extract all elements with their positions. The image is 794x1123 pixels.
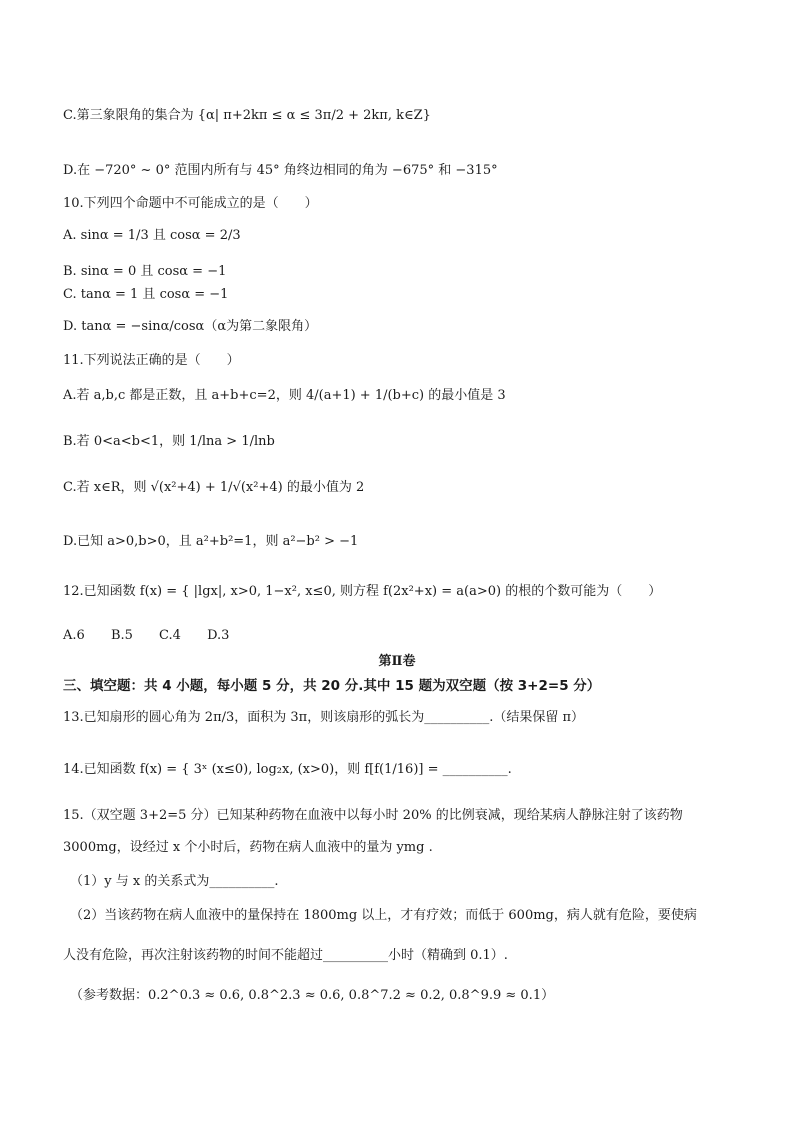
q15-reference-data: （参考数据：0.2^0.3 ≈ 0.6, 0.8^2.3 ≈ 0.6, 0.8^7.2 ≈ 0.2, 0.8^9.9 ≈ 0.1） (70, 988, 555, 1003)
q9-option-d: D.在 −720° ~ 0° 范围内所有与 45° 角终边相同的角为 −675° 和 −315° (63, 163, 498, 178)
q14-stem: 14.已知函数 f(x) = { 3ˣ (x≤0), log₂x, (x>0)，则 f[f(1/16)] = __________. (63, 762, 512, 777)
q10-option-d: D. tanα = −sinα/cosα（α为第二象限角） (63, 319, 318, 334)
q11-option-a: A.若 a,b,c 都是正数，且 a+b+c=2，则 4/(a+1) + 1/(b+c) 的最小值是 3 (63, 388, 506, 403)
section-three-heading: 三、填空题：共 4 小题，每小题 5 分，共 20 分.其中 15 题为双空题（按 3+2=5 分） (63, 678, 601, 694)
q12-options (63, 626, 251, 646)
q15-part2-line2: 人没有危险，再次注射该药物的时间不能超过__________小时（精确到 0.1）. (63, 948, 508, 963)
q15-part2-line1: （2）当该药物在病人血液中的量保持在 1800mg 以上，才有疗效；而低于 600mg，病人就有危险，要使病 (70, 908, 697, 923)
q10-stem: 10.下列四个命题中不可能成立的是（ ） (63, 196, 318, 211)
q15-stem-line1: 15.（双空题 3+2=5 分）已知某种药物在血液中以每小时 20% 的比例衰减，现给某病人静脉注射了该药物 (63, 808, 683, 823)
q10-option-a: A. sinα = 1/3 且 cosα = 2/3 (63, 228, 241, 243)
q11-option-c: C.若 x∈R，则 √(x²+4) + 1/√(x²+4) 的最小值为 2 (63, 480, 365, 495)
q15-stem-line2: 3000mg，设经过 x 个小时后，药物在病人血液中的量为 ymg . (63, 840, 433, 855)
q11-stem: 11.下列说法正确的是（ ） (63, 353, 240, 368)
q9-option-c: C.第三象限角的集合为 {α| π+2kπ ≤ α ≤ 3π/2 + 2kπ, k∈Z} (63, 108, 431, 123)
q12-option-d: D.3 (207, 628, 230, 643)
q12-stem: 12.已知函数 f(x) = { |lgx|, x>0, 1−x², x≤0, 则方程 f(2x²+x) = a(a>0) 的根的个数可能为（ ） (63, 584, 662, 599)
q13-stem: 13.已知扇形的圆心角为 2π/3，面积为 3π，则该扇形的弧长为__________.（结果保留 π） (63, 710, 585, 725)
q10-option-b: B. sinα = 0 且 cosα = −1 (63, 264, 227, 279)
part-two-heading: 第Ⅱ卷 (378, 654, 416, 669)
q11-option-b: B.若 0<a<b<1，则 1/lna > 1/lnb (63, 434, 275, 449)
q12-option-c: C.4 (159, 628, 181, 643)
q12-option-a: A.6 (63, 628, 85, 643)
q11-option-d: D.已知 a>0,b>0，且 a²+b²=1，则 a²−b² > −1 (63, 534, 359, 549)
q10-option-c: C. tanα = 1 且 cosα = −1 (63, 287, 229, 302)
q12-option-b: B.5 (110, 628, 133, 643)
q15-part1: （1）y 与 x 的关系式为__________. (70, 874, 279, 889)
